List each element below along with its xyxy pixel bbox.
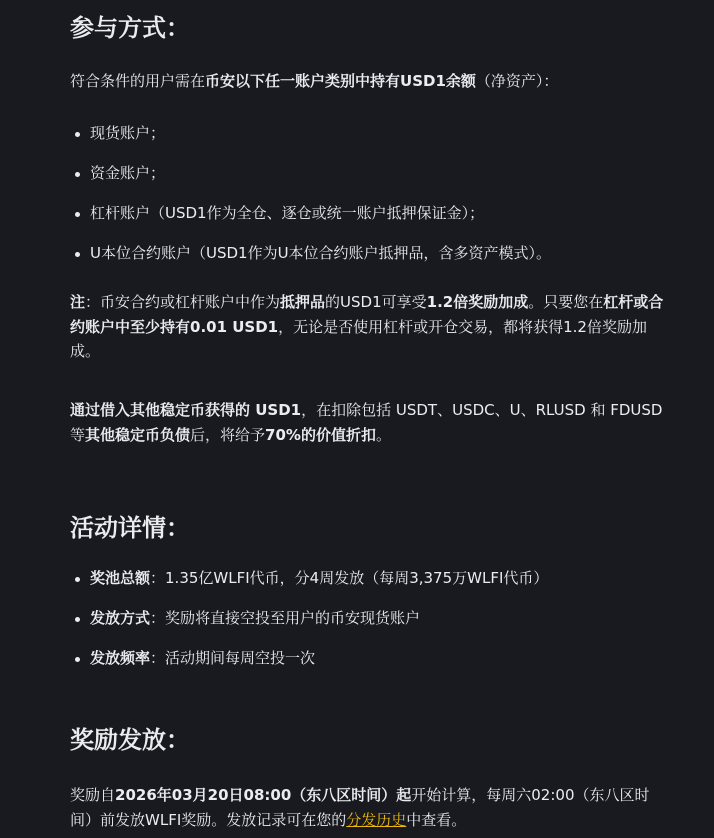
detail-text: ：奖励将直接空投至用户的币安现货账户	[150, 609, 421, 627]
participation-intro	[70, 69, 670, 94]
list-item	[70, 607, 670, 629]
intro-text-bold: 币安以下任一账户类别中持有USD1余额	[205, 72, 476, 90]
borrow-bold-liabilities: 其他稳定币负债	[85, 425, 191, 444]
collateral-note	[70, 290, 670, 364]
detail-text: ：活动期间每周空投一次	[150, 649, 316, 667]
rewards-text-end: 中查看。	[406, 810, 467, 829]
note-text: 的USD1可享受	[325, 293, 427, 311]
list-item	[70, 567, 670, 589]
rewards-text-start: 奖励自	[70, 786, 116, 804]
details-list	[70, 567, 670, 687]
note-bold-minimum: 杠杆或合约账户中至少持有0.01 USD1	[70, 293, 664, 336]
account-list	[70, 122, 670, 282]
detail-label: 发放方式	[90, 609, 151, 627]
detail-text: ：1.35亿WLFI代币，分4周发放（每周3,375万WLFI代币）	[150, 569, 549, 587]
details-heading: 活动详情：	[70, 514, 190, 542]
list-item	[70, 647, 670, 669]
borrow-text: ，在扣除包括 USDT、USDC、U、RLUSD 和 FDUSD 等	[70, 401, 663, 444]
rewards-heading: 奖励发放：	[70, 726, 190, 754]
borrow-bold-discount: 70%的价值折扣	[265, 425, 376, 444]
borrow-note	[70, 398, 670, 447]
list-item: 杠杆账户（USD1作为全仓、逐仓或统一账户抵押保证金）；	[70, 202, 670, 224]
note-bold-collateral: 抵押品	[280, 293, 326, 311]
list-item: U本位合约账户（USD1作为U本位合约账户抵押品，含多资产模式）。	[70, 242, 670, 264]
list-item: 现货账户；	[70, 122, 670, 144]
participation-heading: 参与方式：	[70, 14, 190, 42]
detail-label: 奖池总额	[90, 569, 151, 587]
borrow-bold-usd1: 通过借入其他稳定币获得的 USD1	[70, 401, 302, 419]
intro-text-post: （净资产）：	[475, 72, 559, 90]
note-bold-boost: 1.2倍奖励加成	[426, 293, 529, 311]
borrow-text: 。	[375, 425, 391, 444]
distribution-history-link[interactable]: 分发历史	[346, 810, 407, 829]
note-text: ：币安合约或杠杆账户中作为	[85, 293, 281, 311]
note-text: 。只要您在	[528, 293, 604, 311]
intro-text-pre: 符合条件的用户需在	[70, 72, 206, 90]
note-text: ，无论是否使用杠杆或开仓交易，都将获得1.2倍奖励加成。	[70, 317, 647, 360]
detail-label: 发放频率	[90, 649, 151, 667]
note-label: 注	[70, 293, 86, 311]
rewards-bold-start-time: 2026年03月20日08:00（东八区时间）起	[115, 786, 412, 804]
list-item: 资金账户；	[70, 162, 670, 184]
borrow-text: 后，将给予	[190, 425, 266, 444]
rewards-text	[70, 783, 670, 832]
rewards-text-mid: 开始计算，每周六02:00（东八区时间）前发放WLFI奖励。发放记录可在您的	[70, 786, 650, 829]
